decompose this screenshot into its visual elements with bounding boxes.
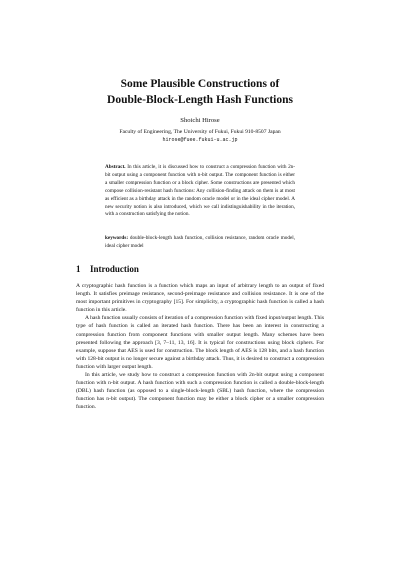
title-line-2: Double-Block-Length Hash Functions xyxy=(107,94,293,106)
author-email: hirose@fuee.fukui-u.ac.jp xyxy=(162,137,238,143)
keywords xyxy=(105,235,295,251)
keywords-text: double-block-length hash function, collision resistance, random oracle model, ideal cipher model xyxy=(105,235,295,249)
abstract-text: In this article, it is discussed how to construct a compression function with 2n-bit output using a component function with n-bit output. The component function is either a smaller compression function or a block cipher. Some constructions are presented which compose collision-resistant hash functions: Any collision-finding attack on them is at most as efficient as a birthday attack in the random oracle model or in the ideal cipher model. A new security notion is also introduced, which we call indistinguishability in the iteration, with a construction satisfying the notion. xyxy=(105,164,295,218)
introduction-body xyxy=(76,282,324,412)
title-line-1: Some Plausible Constructions of xyxy=(120,78,280,90)
author-affiliation xyxy=(40,128,360,144)
affiliation-text: Faculty of Engineering, The University of Fukui, Fukui 910-8507 Japan xyxy=(119,129,281,135)
body-paragraph: In this article, we study how to construct a compression function with 2n-bit output using a component function with n-bit output. A hash function with such a compression function is called a double-block-length (DBL) hash function (as opposed to a single-block-length (SBL) hash function, where the compression function has n-bit output). The component function may be either a block cipher or a smaller compression function. xyxy=(76,372,324,411)
paper-title xyxy=(60,76,340,108)
section-title: Introduction xyxy=(90,264,139,274)
body-paragraph: A hash function usually consists of iteration of a compression function with fixed input/output length. This type of hash function is called an iterated hash function. There has been an interest in constructing a compression function from component functions with smaller output length. Many schemes have been presented following the approach [3, 7–11, 13, 16]. It is typical for constructions using block ciphers. For example, suppose that AES is used for construction. The block length of AES is 128 bits, and a hash function with 128-bit output is no longer secure against a birthday attack. Thus, it is desired to construct a compression function with larger output length. xyxy=(76,315,324,370)
section-number: 1 xyxy=(76,264,81,274)
author-name: Shoichi Hirose xyxy=(180,117,220,124)
abstract-label: Abstract. xyxy=(105,164,126,170)
section-heading xyxy=(76,264,326,274)
keywords-label: keywords: xyxy=(105,235,129,241)
body-paragraph: A cryptographic hash function is a function which maps an input of arbitrary length to an output of fixed length. It satisfies preimage resistance, second-preimage resistance and collision resistance. It is one of the most important primitives in cryptography [15]. For simplicity, a cryptographic hash function is called a hash function in this article. xyxy=(76,283,324,314)
abstract xyxy=(105,164,295,219)
